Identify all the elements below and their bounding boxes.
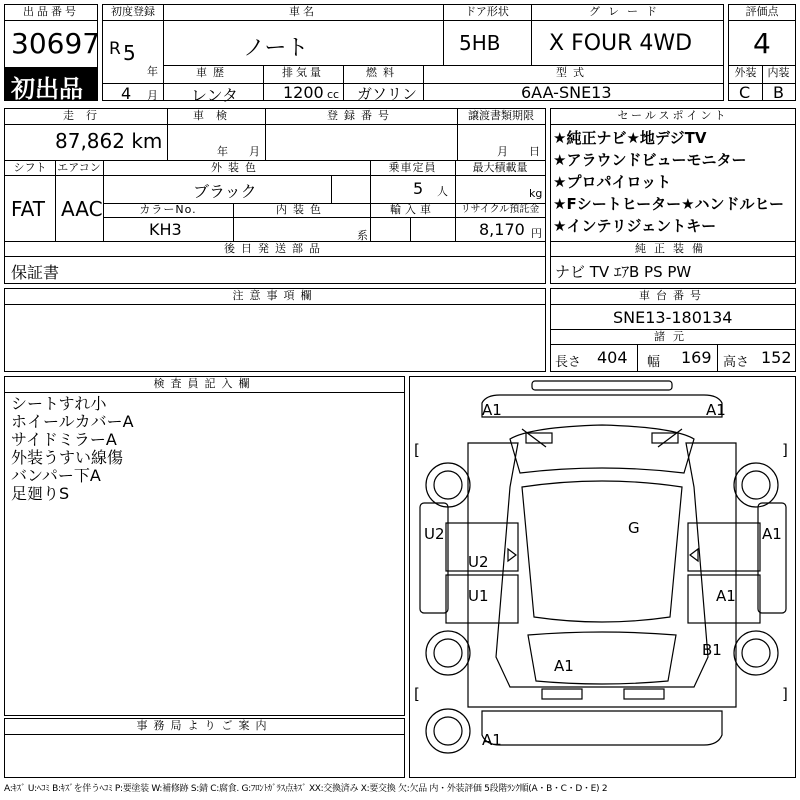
inspection-year-unit: 年 [217,145,228,158]
door-label: ドア形状 [465,5,509,18]
mileage-label: 走行 [63,109,109,122]
right-mirror [690,549,698,561]
length: 404 [597,348,628,367]
color-no: KH3 [149,220,182,239]
capacity-label: 乗車定員 [388,161,437,174]
history-label: 車歴 [196,66,230,79]
wheel-front-right [734,463,778,507]
sales-point-1: ★純正ナビ★地デジTV [553,129,707,147]
displacement-label: 排気量 [282,66,324,79]
rear-light-right [624,689,664,699]
year-unit: 年 [147,65,158,78]
bracket-right-top: ] [782,441,788,459]
interior-color-unit: 系 [357,229,368,242]
office-box [4,718,405,778]
mark-rear-bumper: A1 [482,731,502,749]
left-mirror [508,549,516,561]
model: 6AA-SNE13 [521,83,612,102]
chassis-box [550,288,796,372]
chassis-label: 車台番号 [639,289,707,302]
height: 152 [761,348,792,367]
grade: X FOUR 4WD [549,31,693,56]
car-diagram-box [409,376,796,778]
height-label: 高さ [723,355,750,370]
inspector-note-2: ホイールカバーA [11,412,134,431]
wheel-rear-left-hub [434,639,462,667]
interior-grade: B [773,83,784,102]
reg-number-label: 登録番号 [327,109,395,122]
wheel-rear-right [734,631,778,675]
inspector-note-4: 外装うすい線傷 [11,448,124,467]
wheel-front-left [426,463,470,507]
legend: A:ｷｽﾞ U:ﾍｺﾐ B:ｷｽﾞを伴うﾍｺﾐ P:要塗装 W:補修跡 S:錆 C:腐食. G:ﾌﾛﾝﾄｶﾞﾗｽ点ｷｽﾞ XX:交換済み X:要交換 欠:欠品 内・外装評価 5段階ﾗﾝｸ順(A・B・C・D・E) 2 [4,784,608,794]
grade-label: グレード [589,5,665,18]
inspector-note-1: シートすれ小 [11,394,107,413]
mark-right-quarter: B1 [702,641,722,659]
windshield [522,429,682,447]
shift: FAT [11,197,46,221]
color-label: 外装色 [211,161,262,174]
mark-front-left: A1 [482,401,502,419]
sales-point-5: ★インテリジェントキー [553,217,717,235]
equipment: ナビ TV ｴｱB PS PW [555,263,692,281]
exterior-label: 外装 [734,66,757,79]
color: ブラック [193,182,257,201]
inspector-note-6: 足廻りS [11,484,70,503]
office-label: 事務局よりご案内 [136,719,273,732]
left-side-panel [420,503,448,613]
length-label: 長さ [555,355,582,370]
exterior-grade: C [739,83,751,102]
mark-left-front-door: U2 [468,553,489,571]
rear-light-left [542,689,582,699]
header-main-box [102,4,724,105]
wheel-rear-right-hub [742,639,770,667]
capacity: 5 [413,179,424,198]
sales-point-4: ★Fシートヒーター★ハンドルヒー [553,195,784,213]
bracket-left-top: [ [414,441,420,459]
lot-number-label: 出品番号 [23,5,79,18]
equipment-label: 純正装備 [635,242,711,255]
sales-point-3: ★プロパイロット [553,173,672,191]
hood [510,425,694,473]
car-diagram [410,377,795,777]
width-label: 幅 [647,355,661,370]
transfer-label: 譲渡書類期限 [468,109,534,122]
inspection-label: 車検 [193,109,239,122]
mark-right-rear-door: A1 [716,587,736,605]
sales-points-label: セールスポイント [617,109,729,122]
notes-label: 注意事項欄 [232,289,318,302]
width: 169 [681,348,712,367]
score-label: 評価点 [745,5,779,18]
mark-left-rear-door: U1 [468,587,489,605]
reg-month: 4 [121,84,132,103]
ac-label: エアコン [57,161,101,174]
shift-label: シフト [13,161,47,174]
mark-front-right: A1 [706,401,726,419]
model-label: 型式 [556,66,590,79]
month-unit: 月 [147,89,158,102]
inspection-month-unit: 月 [249,145,260,158]
fuel-label: 燃料 [366,66,400,79]
era: R [109,39,121,59]
recycle-label: リサイクル預託金 [460,204,540,215]
mark-left-panel: U2 [424,525,445,543]
mark-glass: G [628,519,640,537]
inspector-note-3: サイドミラーA [11,430,117,449]
interior-color-label: 内装色 [276,203,327,216]
inspector-note-5: バンパー下A [11,466,101,485]
load-unit: kg [529,187,543,200]
history: レンタ [191,86,238,105]
spare-wheel [426,709,470,753]
lot-number: 30697 [11,27,101,60]
reg-label: 初度登録 [111,5,155,18]
transfer-month-unit: 月 [497,145,508,158]
mark-rear-hatch: A1 [554,657,574,675]
fuel: ガソリン [357,85,418,103]
interior-label: 内装 [767,66,790,79]
era-year: 5 [123,41,136,65]
displacement: 1200 [283,83,324,102]
wheel-front-right-hub [742,471,770,499]
details-box [4,108,546,284]
door-type: 5HB [459,31,501,55]
mileage: 87,862 km [55,129,163,153]
capacity-unit: 人 [437,185,448,198]
wheel-front-left-hub [434,471,462,499]
inspector-label: 検査員記入欄 [153,377,256,390]
car-name-label: 車名 [289,5,317,18]
dims-label: 諸元 [654,330,692,343]
inspector-box [4,376,405,716]
ac: AAC [61,197,103,221]
mark-right-panel: A1 [762,525,782,543]
rear-bumper [482,711,722,745]
color-no-label: カラーNo. [139,203,197,216]
load-label: 最大積載量 [472,161,528,174]
spare-wheel-hub [434,717,462,745]
first-listing-text: 初出品 [11,75,83,103]
score: 4 [753,27,771,60]
rear-hatch [528,632,676,684]
transfer-day-unit: 日 [529,145,540,158]
roof [522,481,682,622]
recycle-unit: 円 [531,227,542,240]
accessories: 保証書 [11,263,60,282]
chassis-number: SNE13-180134 [613,308,733,327]
score-box [728,4,796,101]
sales-point-2: ★アラウンドビューモニター [553,151,747,169]
lot-number-box [4,4,101,103]
bracket-right-bottom: ] [782,685,788,703]
right-side-panel [758,503,786,613]
notes-box [4,288,546,372]
front-bumper [482,395,722,417]
displacement-unit: cc [327,88,340,101]
front-bumper-bar [532,381,672,390]
recycle: 8,170 [479,220,525,239]
car-name: ノート [243,36,309,61]
accessories-label: 後日発送部品 [224,242,326,255]
sales-points-box [550,108,796,284]
wheel-rear-left [426,631,470,675]
bracket-left-bottom: [ [414,685,420,703]
import-label: 輸入車 [390,203,435,216]
